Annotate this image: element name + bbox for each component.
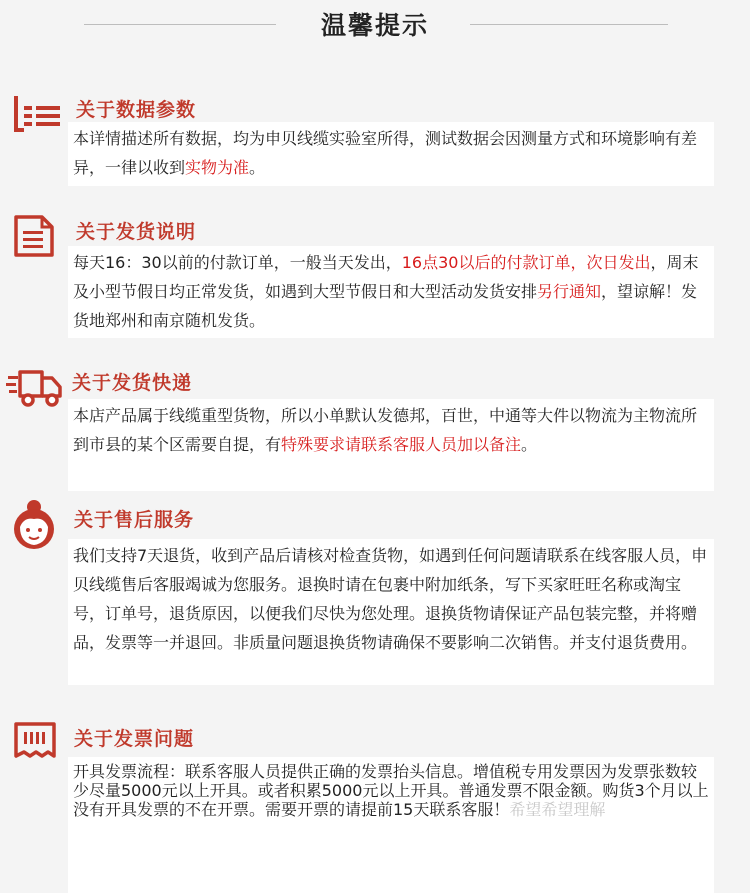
section-body	[68, 757, 714, 893]
section-body	[68, 122, 714, 186]
body-text: ，望谅解！发货地郑州和南京随机发货。	[73, 282, 698, 330]
document-icon	[10, 213, 62, 259]
delivery-truck-icon	[6, 366, 64, 412]
header-divider-left	[84, 24, 276, 25]
page-header	[0, 0, 750, 52]
body-text: 我们支持7天退货，收到产品后请核对检查货物，如遇到任何问题请联系在线客服人员，申贝线缆售后客服竭诚为您服务。退换时请在包裹中附加纸条，写下买家旺旺名称或淘宝号，订单号，退货原因，以便我们尽快为您处理。退换货物请保证产品包装完整，并将赠品，发票等一并退回。非质量问题退换货物请确保不要影响二次销售。并支付退货费用。	[73, 546, 708, 652]
section-body	[68, 399, 714, 491]
body-text: 本店产品属于线缆重型货物，所以小单默认发德邦，百世，中通等大件以物流为主物流所到市县的某个区需要自提，有	[73, 406, 698, 454]
highlight-text: 另行通知	[537, 282, 602, 301]
section-body	[68, 246, 714, 338]
list-icon	[10, 92, 62, 138]
highlight-text: 实物为准	[185, 158, 250, 177]
highlight-text: 特殊要求请联系客服人员加以备注	[281, 435, 522, 454]
highlight-text: 16点30以后的付款订单，次日发出	[401, 253, 651, 272]
page-title: 温馨提示	[320, 11, 429, 40]
section-title: 关于售后服务	[74, 509, 195, 531]
section-title: 关于发货说明	[76, 221, 197, 243]
body-text: ，周末及小型节假日均正常发货，如遇到大型节假日和大型活动发货安排	[73, 253, 699, 301]
body-text: 。	[249, 158, 266, 177]
section-title: 关于数据参数	[76, 99, 197, 121]
section-body	[68, 539, 714, 685]
body-text: 每天16：30以前的付款订单，一般当天发出，	[73, 253, 402, 272]
header-divider-right	[470, 24, 668, 25]
section-title: 关于发票问题	[74, 728, 195, 750]
faint-text: 希望希望理解	[509, 800, 606, 819]
body-text: 开具发票流程：联系客服人员提供正确的发票抬头信息。增值税专用发票因为发票张数较少尽量5000元以上开具。或者积累5000元以上开具。普通发票不限金额。购货3个月以上没有开具发票的不在开票。需要开票的请提前15天联系客服！	[73, 762, 709, 819]
body-text: 。	[521, 435, 538, 454]
section-title: 关于发货快递	[72, 372, 193, 394]
body-text: 本详情描述所有数据，均为申贝线缆实验室所得，测试数据会因测量方式和环境影响有差异，一律以收到	[73, 129, 698, 177]
customer-service-icon	[10, 497, 62, 553]
receipt-icon	[10, 716, 62, 762]
